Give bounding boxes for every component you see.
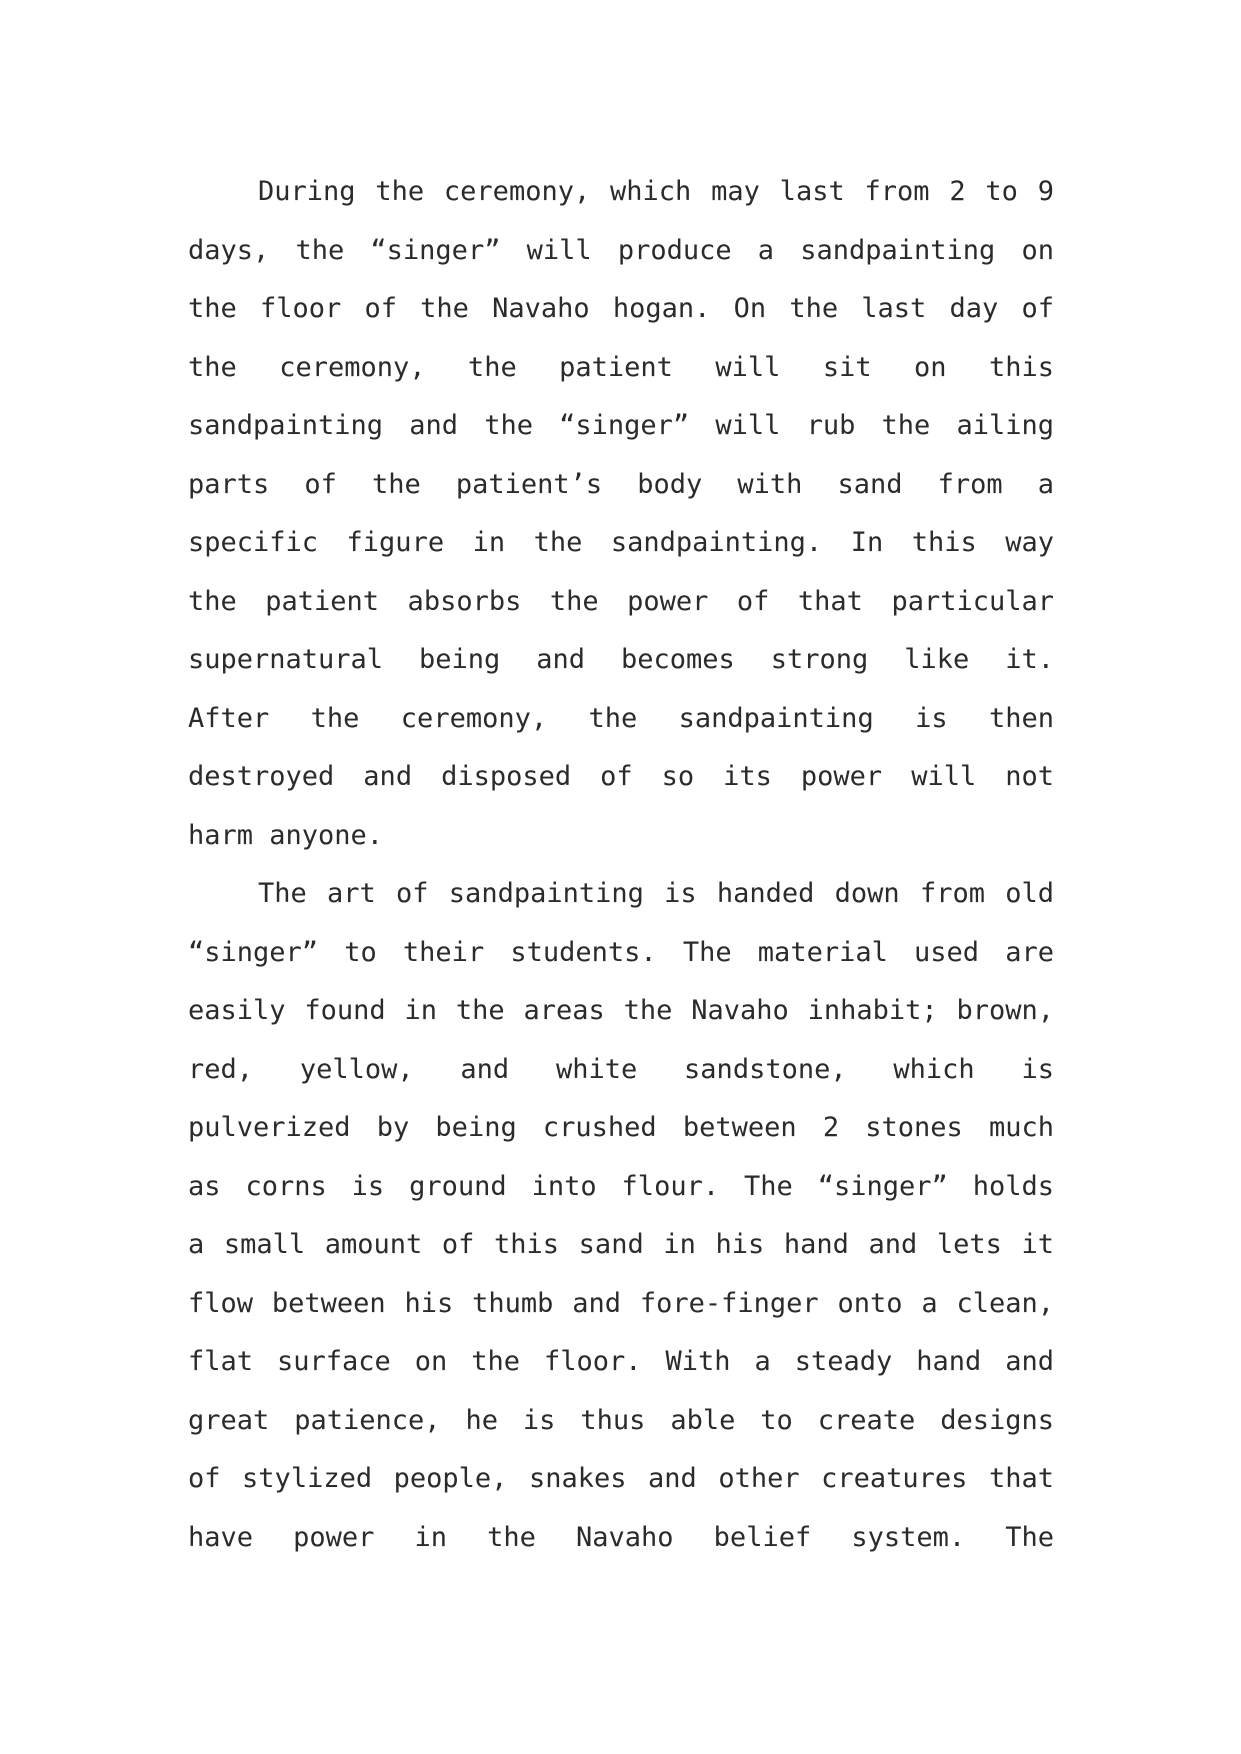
text-line: destroyed and disposed of so its power will not — [188, 761, 1054, 792]
paragraph — [188, 865, 1054, 1567]
text-line: parts of the patient’s body with sand from a — [188, 468, 1054, 500]
text-line: supernatural being and becomes strong like it. — [188, 644, 1054, 675]
text-line: the patient absorbs the power of that particular — [188, 585, 1054, 617]
paragraph — [188, 163, 1054, 865]
text-line: flat surface on the floor. With a steady hand and — [188, 1346, 1054, 1377]
text-line: as corns is ground into flour. The “singer” holds — [188, 1170, 1054, 1202]
body-text — [188, 163, 1054, 1567]
text-line: harm anyone. — [188, 819, 384, 851]
text-line: red, yellow, and white sandstone, which is — [188, 1053, 1054, 1085]
text-line: days, the “singer” will produce a sandpainting on — [188, 234, 1054, 266]
text-line: The art of sandpainting is handed down from old — [258, 878, 1054, 909]
text-line: specific figure in the sandpainting. In this way — [188, 527, 1054, 558]
text-line: the floor of the Navaho hogan. On the last day of — [188, 293, 1054, 324]
text-line: the ceremony, the patient will sit on this — [188, 351, 1054, 383]
text-line: have power in the Navaho belief system. The — [188, 1521, 1054, 1553]
text-line: “singer” to their students. The material used are — [188, 936, 1054, 968]
text-line: After the ceremony, the sandpainting is then — [188, 702, 1054, 734]
text-line: flow between his thumb and fore-finger onto a clean, — [188, 1287, 1054, 1319]
text-line: of stylized people, snakes and other creatures that — [188, 1463, 1054, 1494]
text-line: a small amount of this sand in his hand and lets it — [188, 1229, 1054, 1260]
text-line: great patience, he is thus able to create designs — [188, 1404, 1054, 1436]
text-line: sandpainting and the “singer” will rub the ailing — [188, 410, 1054, 441]
text-line: pulverized by being crushed between 2 stones much — [188, 1112, 1054, 1143]
text-line: During the ceremony, which may last from 2 to 9 — [258, 176, 1054, 207]
text-line: easily found in the areas the Navaho inhabit; brown, — [188, 995, 1054, 1026]
